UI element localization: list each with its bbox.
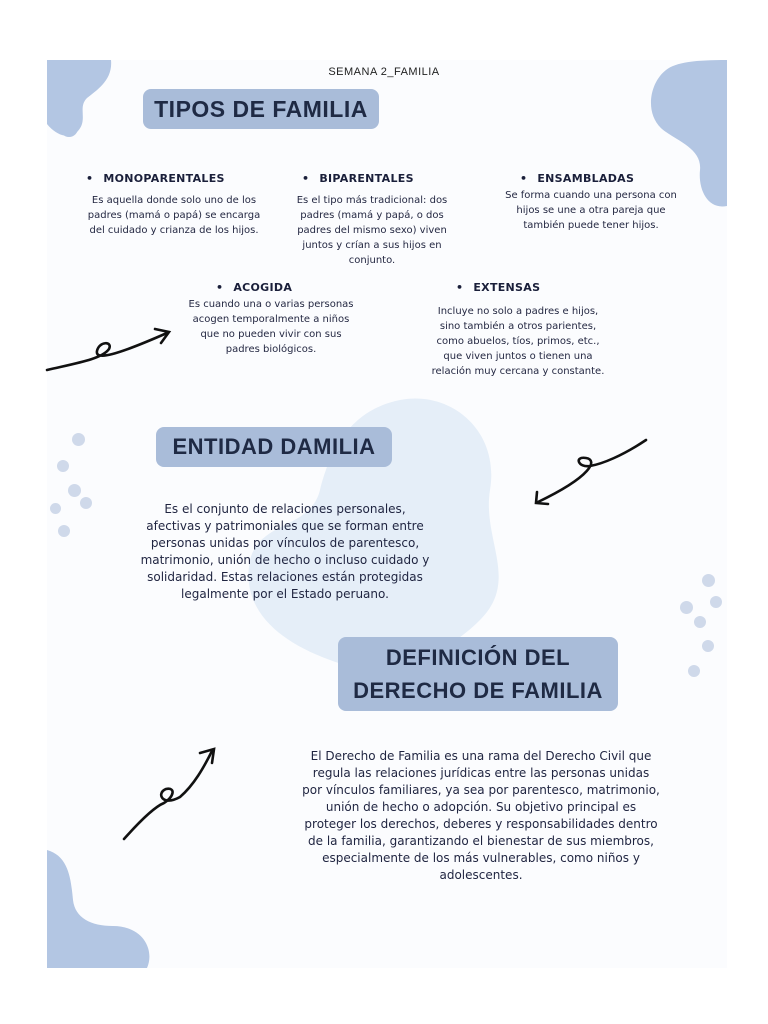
type-biparentales-heading: • BIPARENTALES <box>302 172 414 185</box>
type-acogida-desc: Es cuando una o varias personas acogen temporalmente a niños que no pueden vivir con sus padres biológicos. <box>188 299 354 355</box>
blob-bottom-left <box>47 850 187 968</box>
decor-dot <box>702 640 714 652</box>
type-biparentales-desc: Es el tipo más tradicional: dos padres (mamá y papá, o dos padres del mismo sexo) viven juntos y crían a sus hijos en conjunto. <box>296 195 448 266</box>
decor-dot <box>702 574 715 587</box>
arrow-right-icon <box>532 436 652 511</box>
title-definicion-line1: DEFINICIÓN DEL <box>385 645 571 670</box>
decor-dot <box>80 497 92 509</box>
title-definicion-line2: DERECHO DE FAMILIA <box>353 678 603 703</box>
title-tipos-familia: TIPOS DE FAMILIA <box>143 89 379 129</box>
title-definicion-derecho-familia <box>338 637 618 711</box>
decor-dot <box>680 601 693 614</box>
type-ensambladas-desc: Se forma cuando una persona con hijos se une a otra pareja que también puede tener hijos. <box>505 190 677 231</box>
definicion-paragraph: El Derecho de Familia es una rama del Derecho Civil que regula las relaciones jurídicas entre las personas unidas por vínculos familiares, ya sea por parentesco, matrimonio, unión de hecho o adopción. Su objetivo principal es proteger los derechos, deberes y responsabilidades dentro de la familia, garantizando el bienestar de sus miembros, especialmente de los más vulnerables, como niños y adolescentes. <box>302 749 660 882</box>
page-header-label: SEMANA 2_FAMILIA <box>328 66 440 78</box>
decor-dot <box>72 433 85 446</box>
arrow-left-icon <box>47 325 177 375</box>
title-entidad-familia: ENTIDAD DAMILIA <box>156 427 392 467</box>
type-extensas-desc: Incluye no solo a padres e hijos, sino también a otros parientes, como abuelos, tíos, primos, etc., que viven juntos o tienen una relación muy cercana y constante. <box>431 306 605 377</box>
decor-dot <box>688 665 700 677</box>
type-ensambladas-heading: • ENSAMBLADAS <box>520 172 634 185</box>
type-monoparentales-desc: Es aquella donde solo uno de los padres (mamá o papá) se encarga del cuidado y crianza de los hijos. <box>87 195 261 236</box>
arrow-bottom-left-icon <box>120 745 220 843</box>
entidad-paragraph: Es el conjunto de relaciones personales, afectivas y patrimoniales que se forman entre personas unidas por vínculos de parentesco, matrimonio, unión de hecho o incluso cuidado y solidaridad. Estas relaciones están protegidas legalmente por el Estado peruano. <box>140 502 430 601</box>
type-acogida-heading: • ACOGIDA <box>216 281 292 294</box>
decor-dot <box>694 616 706 628</box>
type-monoparentales-heading: • MONOPARENTALES <box>86 172 225 185</box>
decor-dot <box>57 460 69 472</box>
decor-dot <box>710 596 722 608</box>
decor-dot <box>58 525 70 537</box>
decor-dot <box>68 484 81 497</box>
type-extensas-heading: • EXTENSAS <box>456 281 540 294</box>
decor-dot <box>50 503 61 514</box>
